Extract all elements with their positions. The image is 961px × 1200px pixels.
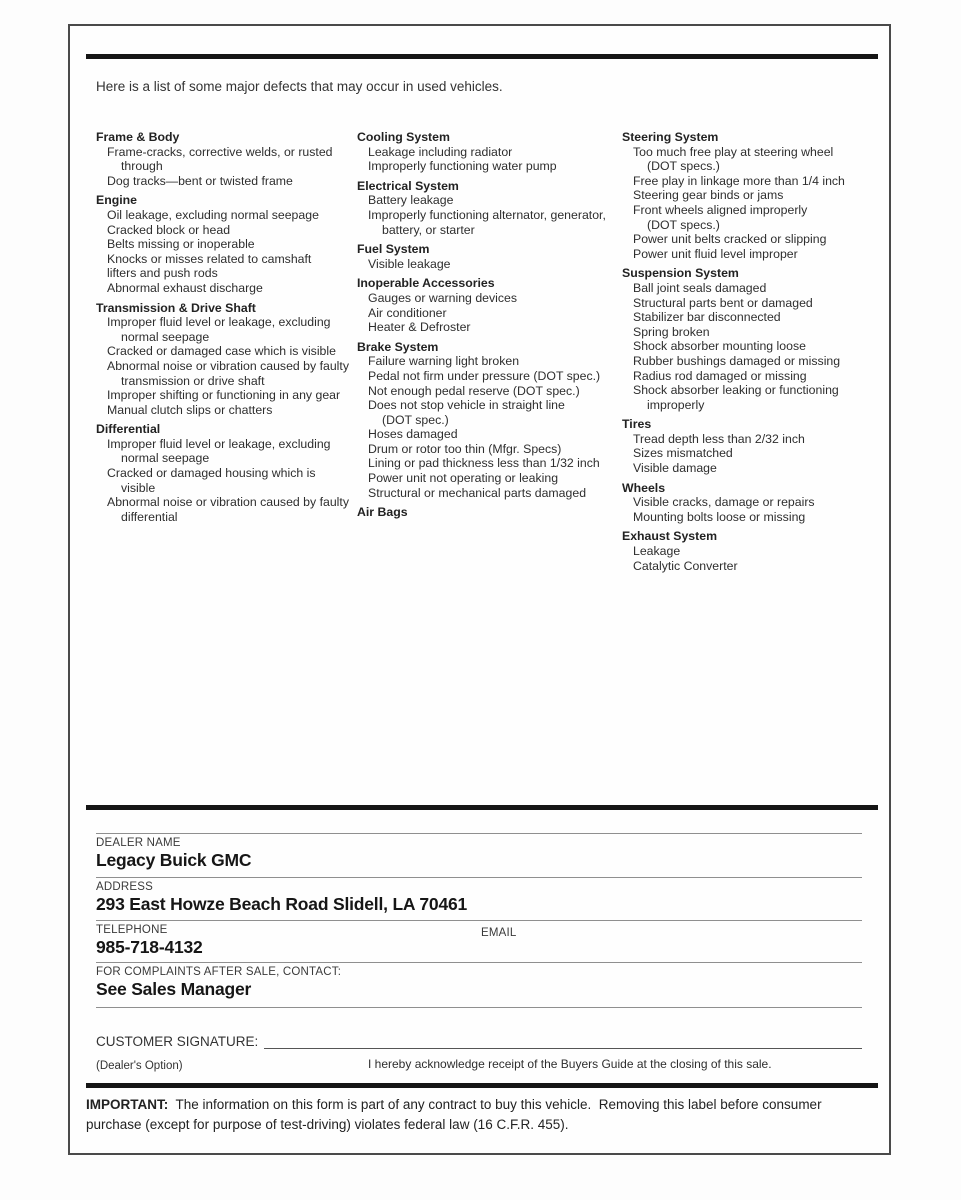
defect-item: (DOT specs.) — [647, 159, 720, 174]
defect-category-heading: Brake System — [357, 339, 439, 354]
defect-category-heading: Exhaust System — [622, 529, 718, 544]
telephone-email-field — [96, 920, 862, 962]
defect-item: Air conditioner — [368, 305, 447, 320]
defect-item: Spring broken — [633, 324, 710, 339]
defect-item: Battery leakage — [368, 193, 454, 208]
defect-item: Rubber bushings damaged or missing — [633, 353, 841, 368]
defect-item: Tread depth less than 2/32 inch — [633, 431, 805, 446]
defect-item: Lining or pad thickness less than 1/32 inch — [368, 456, 600, 471]
dealer-name-field — [96, 833, 862, 877]
defect-category-heading: Fuel System — [357, 242, 430, 257]
defect-item: Drum or rotor too thin (Mfgr. Specs) — [368, 441, 562, 456]
defect-item: normal seepage — [121, 451, 210, 466]
defect-column — [357, 125, 622, 573]
defect-item: Improperly functioning water pump — [368, 159, 557, 174]
dealer-info-fields — [96, 833, 862, 1008]
important-label: IMPORTANT: — [86, 1097, 169, 1112]
defect-item: visible — [121, 480, 156, 495]
defect-category-heading: Frame & Body — [96, 130, 180, 144]
defect-item: Leakage — [633, 544, 681, 559]
defect-item: Too much free play at steering wheel — [633, 144, 834, 159]
defect-item: Structural parts bent or damaged — [633, 295, 813, 310]
telephone-value: 985-718-4132 — [96, 937, 203, 957]
defect-item: Belts missing or inoperable — [107, 237, 255, 252]
defect-category-heading: Electrical System — [357, 178, 459, 193]
defect-item: Improper fluid level or leakage, excluding — [107, 315, 331, 330]
dealer-name-value: Legacy Buick GMC — [96, 850, 252, 870]
defect-item: Visible cracks, damage or repairs — [633, 495, 815, 510]
form-page — [68, 24, 891, 1155]
lower-divider-bar — [86, 1083, 878, 1088]
defect-category-heading: Suspension System — [622, 266, 739, 281]
defect-item: Manual clutch slips or chatters — [107, 402, 273, 417]
complaints-label: FOR COMPLAINTS AFTER SALE, CONTACT: — [96, 966, 342, 978]
important-notice — [86, 1095, 864, 1134]
defect-item: (DOT spec.) — [382, 412, 449, 427]
defect-item: Cracked or damaged housing which is — [107, 466, 316, 481]
signature-sub-row — [96, 1056, 862, 1074]
address-field — [96, 877, 862, 920]
defect-item: Improperly functioning alternator, generator, — [368, 207, 606, 222]
address-value: 293 East Howze Beach Road Slidell, LA 70461 — [96, 894, 468, 914]
defect-item: battery, or starter — [382, 222, 475, 237]
email-label: EMAIL — [481, 927, 517, 939]
defect-category-heading: Air Bags — [357, 505, 408, 520]
defect-item: Failure warning light broken — [368, 354, 520, 369]
defect-item: Catalytic Converter — [633, 558, 738, 573]
defect-item: Power unit not operating or leaking — [368, 471, 559, 486]
defect-item: Gauges or warning devices — [368, 290, 518, 305]
defect-item: Oil leakage, excluding normal seepage — [107, 207, 319, 222]
defect-item: Shock absorber mounting loose — [633, 339, 806, 354]
defect-item: normal seepage — [121, 329, 210, 344]
defect-item: Abnormal exhaust discharge — [107, 280, 263, 295]
defect-column — [622, 125, 894, 573]
defect-category-heading: Inoperable Accessories — [357, 276, 495, 291]
defect-category-heading: Cooling System — [357, 130, 450, 144]
defect-item: Sizes mismatched — [633, 446, 733, 461]
defect-item: Knocks or misses related to camshaft — [107, 251, 312, 266]
defect-item: Ball joint seals damaged — [633, 280, 767, 295]
defect-category-heading: Tires — [622, 417, 652, 432]
defect-item: Improper shifting or functioning in any gear — [107, 388, 341, 403]
customer-signature-row — [96, 1034, 862, 1049]
defect-category-heading: Wheels — [622, 480, 666, 495]
defect-item: Hoses damaged — [368, 427, 458, 442]
complaints-value: See Sales Manager — [96, 979, 252, 999]
defect-item: Front wheels aligned improperly — [633, 202, 808, 217]
defect-category-heading: Steering System — [622, 130, 719, 144]
defect-category-heading: Differential — [96, 422, 161, 437]
defect-item: transmission or drive shaft — [121, 373, 265, 388]
defect-item: Stabilizer bar disconnected — [633, 310, 781, 325]
dealers-option-label: (Dealer's Option) — [96, 1060, 183, 1072]
defect-item: Abnormal noise or vibration caused by faulty — [107, 358, 349, 373]
signature-line — [264, 1035, 862, 1049]
telephone-label: TELEPHONE — [96, 924, 168, 936]
defect-item: Power unit fluid level improper — [633, 246, 798, 261]
defect-item: Mounting bolts loose or missing — [633, 509, 806, 524]
defect-item: lifters and push rods — [107, 266, 218, 281]
defects-list — [96, 125, 894, 573]
dealer-name-label: DEALER NAME — [96, 837, 181, 849]
defect-item: Radius rod damaged or missing — [633, 368, 807, 383]
defect-item: Visible damage — [633, 461, 717, 476]
customer-signature-label: CUSTOMER SIGNATURE: — [96, 1034, 259, 1049]
defect-item: improperly — [647, 397, 705, 412]
defect-item: through — [121, 159, 163, 174]
middle-divider-bar — [86, 805, 878, 810]
acknowledgement-text: I hereby acknowledge receipt of the Buyers Guide at the closing of this sale. — [368, 1057, 772, 1071]
defect-item: Pedal not firm under pressure (DOT spec.) — [368, 368, 601, 383]
defect-item: (DOT specs.) — [647, 217, 720, 232]
address-label: ADDRESS — [96, 881, 153, 893]
defect-item: Improper fluid level or leakage, excluding — [107, 436, 331, 451]
defect-item: Cracked or damaged case which is visible — [107, 344, 336, 359]
defect-item: Does not stop vehicle in straight line — [368, 398, 565, 413]
defect-category-heading: Transmission & Drive Shaft — [96, 300, 256, 315]
defect-item: Visible leakage — [368, 256, 451, 271]
defect-category-heading: Engine — [96, 193, 137, 208]
defect-item: Free play in linkage more than 1/4 inch — [633, 173, 845, 188]
top-divider-bar — [86, 54, 878, 59]
defect-item: Heater & Defroster — [368, 320, 471, 335]
defect-item: Cracked block or head — [107, 222, 231, 237]
defect-item: differential — [121, 509, 178, 524]
important-text: The information on this form is part of any contract to buy this vehicle. Removing this label before consumer purchase (except for purpose of test-driving) violates federal law (16 C.F.R. 455). — [86, 1097, 826, 1132]
defect-item: Power unit belts cracked or slipping — [633, 232, 827, 247]
defect-item: Not enough pedal reserve (DOT spec.) — [368, 383, 580, 398]
defect-item: Leakage including radiator — [368, 144, 513, 159]
defect-item: Abnormal noise or vibration caused by faulty — [107, 495, 349, 510]
defect-item: Frame-cracks, corrective welds, or rusted — [107, 144, 333, 159]
defect-column — [96, 125, 357, 573]
defect-item: Structural or mechanical parts damaged — [368, 485, 587, 500]
complaints-field — [96, 962, 862, 1008]
defect-item: Steering gear binds or jams — [633, 188, 784, 203]
intro-text: Here is a list of some major defects that may occur in used vehicles. — [96, 79, 503, 94]
defect-item: Shock absorber leaking or functioning — [633, 383, 839, 398]
defect-item: Dog tracks—bent or twisted frame — [107, 173, 293, 188]
